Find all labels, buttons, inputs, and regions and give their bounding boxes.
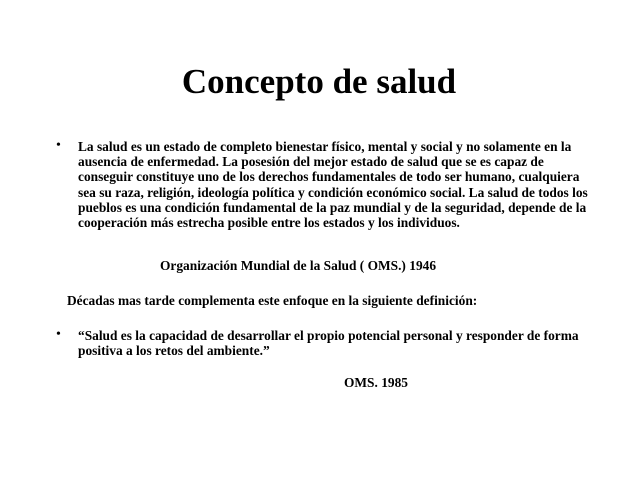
attribution-oms-1946: Organización Mundial de la Salud ( OMS.) 1946 (160, 258, 437, 273)
bullet-text-quote: “Salud es la capacidad de desarrollar el propio potencial personal y responder de forma positiva a los retos del ambiente.” (78, 328, 579, 359)
bullet-item-quote (56, 327, 596, 358)
intro-text: Décadas mas tarde complementa este enfoque en la siguiente definición: (67, 293, 478, 308)
bullet-text-definition: La salud es un estado de completo bienestar físico, mental y social y no solamente en la ausencia de enfermedad. La posesión del mejor estado de salud que se es capaz de conseguir constituye uno de los derechos fundamentales de todo ser humano, cualquiera sea su raza, religión, ideología política y condición económico social. La salud de todos los pueblos es una condición fundamental de la paz mundial y de la seguridad, depende de la cooperación más estrecha posible entre los estados y los individuos. (78, 139, 588, 231)
attribution-oms-1985: OMS. 1985 (344, 375, 408, 390)
slide-title: Concepto de salud (181, 62, 457, 101)
bullet-icon: • (56, 327, 61, 342)
bullet-icon: • (56, 138, 61, 153)
bullet-item-definition (56, 138, 596, 230)
